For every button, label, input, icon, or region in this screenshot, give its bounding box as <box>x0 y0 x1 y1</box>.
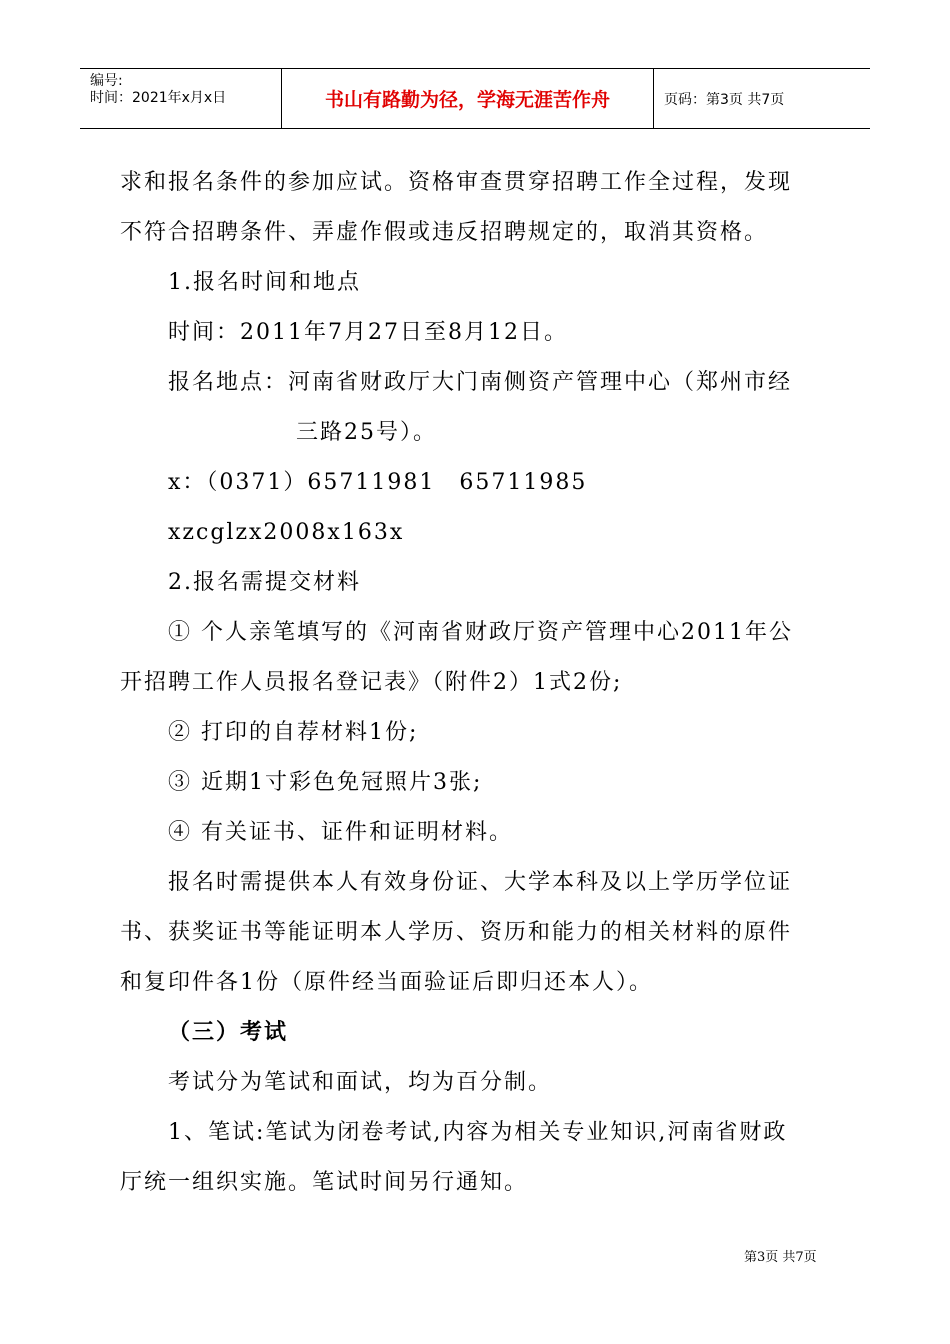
list-item: ④ 有关证书、证件和证明材料。 <box>168 820 513 845</box>
page-header <box>80 68 870 129</box>
body-line: 1、笔试:笔试为闭卷考试,内容为相关专业知识,河南省财政 <box>168 1120 788 1145</box>
body-line: 时间：2011年7月27日至8月12日。 <box>168 320 568 345</box>
section-heading: 2.报名需提交材料 <box>168 570 361 595</box>
body-line: 厅统一组织实施。笔试时间另行通知。 <box>120 1170 529 1195</box>
list-item: ③ 近期1寸彩色免冠照片3张; <box>168 770 483 795</box>
footer-page-number: 第3页 共7页 <box>744 1250 817 1265</box>
body-line: 和复印件各1份（原件经当面验证后即归还本人）。 <box>120 970 653 995</box>
header-meta <box>80 69 282 128</box>
section-heading-bold: （三）考试 <box>168 1020 289 1045</box>
body-line: 报名时需提供本人有效身份证、大学本科及以上学历学位证 <box>168 870 793 895</box>
header-time: 时间：2021年x月x日 <box>90 90 227 106</box>
header-number: 编号: <box>90 73 123 89</box>
section-heading: 1.报名时间和地点 <box>168 270 361 295</box>
body-line: 求和报名条件的参加应试。资格审查贯穿招聘工作全过程，发现 <box>120 170 793 195</box>
body-line: 考试分为笔试和面试，均为百分制。 <box>168 1070 553 1095</box>
body-line: 不符合招聘条件、弄虚作假或违反招聘规定的，取消其资格。 <box>120 220 769 245</box>
header-page-number: 页码：第3页 共7页 <box>664 91 785 108</box>
body-line: x：（0371）65711981 65711985 <box>168 470 588 495</box>
body-line: xzcglzx2008x163x <box>168 520 405 545</box>
list-item: ① 个人亲笔填写的《河南省财政厅资产管理中心2011年公 <box>168 620 793 645</box>
list-item: ② 打印的自荐材料1份; <box>168 720 419 745</box>
body-line: 三路25号）。 <box>296 420 437 445</box>
header-motto: 书山有路勤为径，学海无涯苦作舟 <box>282 69 654 128</box>
body-line: 报名地点：河南省财政厅大门南侧资产管理中心（郑州市经 <box>168 370 793 395</box>
list-item-continuation: 开招聘工作人员报名登记表》（附件2）1式2份; <box>120 670 623 695</box>
body-line: 书、获奖证书等能证明本人学历、资历和能力的相关材料的原件 <box>120 920 793 945</box>
